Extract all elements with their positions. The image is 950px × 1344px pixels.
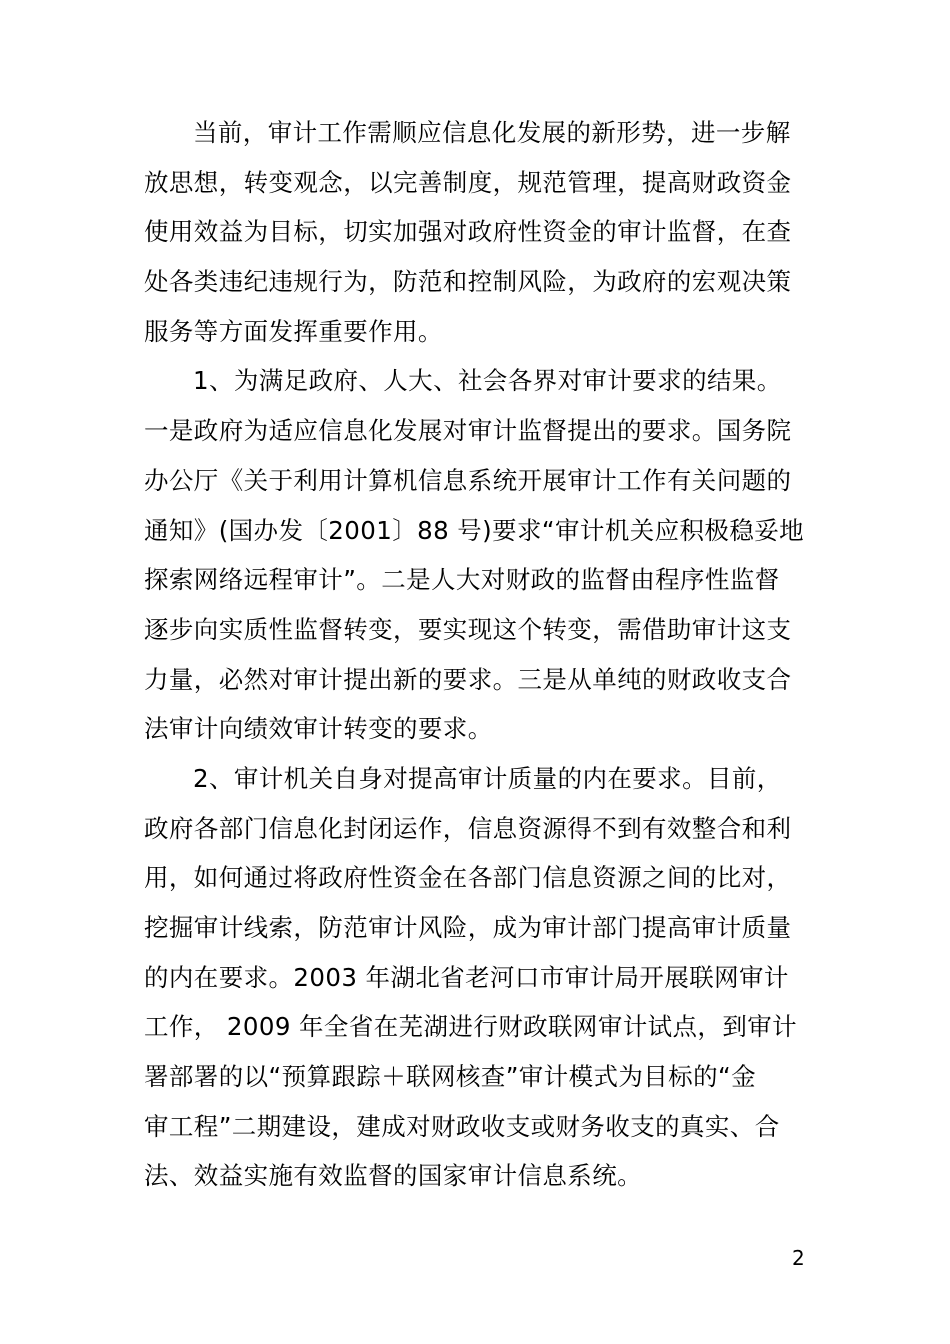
text-line: 工作， 2009 年全省在芜湖进行财政联网审计试点，到审计: [144, 1012, 798, 1042]
paragraph-point-2: [144, 754, 820, 1201]
text-line: 法、效益实施有效监督的国家审计信息系统。: [144, 1161, 642, 1191]
text-line: 办公厅《关于利用计算机信息系统开展审计工作有关问题的: [144, 465, 792, 495]
text-line: 挖掘审计线索，防范审计风险，成为审计部门提高审计质量: [144, 913, 792, 942]
text-line: 政府各部门信息化封闭运作，信息资源得不到有效整合和利: [144, 813, 792, 843]
paragraph-intro: [144, 108, 820, 356]
text-line: 处各类违纪违规行为，防范和控制风险，为政府的宏观决策: [144, 267, 792, 297]
text-line: 署部署的以“预算跟踪＋联网核查”审计模式为目标的“金: [144, 1062, 756, 1092]
text-line: 使用效益为目标，切实加强对政府性资金的审计监督，在查: [144, 217, 792, 247]
text-line: 一是政府为适应信息化发展对审计监督提出的要求。国务院: [144, 416, 792, 446]
text-line: 法审计向绩效审计转变的要求。: [144, 714, 493, 744]
text-line: 的内在要求。2003 年湖北省老河口市审计局开展联网审计: [144, 962, 789, 992]
page-number: 2: [792, 1246, 805, 1270]
document-body: [144, 108, 820, 1201]
text-line: 1、为满足政府、人大、社会各界对审计要求的结果。: [193, 366, 782, 396]
text-line: 2、审计机关自身对提高审计质量的内在要求。目前，: [193, 763, 782, 793]
text-line: 探索网络远程审计”。二是人大对财政的监督由程序性监督: [144, 565, 780, 595]
text-line: 当前，审计工作需顺应信息化发展的新形势，进一步解: [193, 118, 791, 147]
text-line: 力量，必然对审计提出新的要求。三是从单纯的财政收支合: [144, 664, 792, 694]
text-line: 放思想，转变观念，以完善制度，规范管理，提高财政资金: [144, 167, 792, 197]
text-line: 逐步向实质性监督转变，要实现这个转变，需借助审计这支: [144, 614, 792, 644]
text-line: 审工程”二期建设，建成对财政收支或财务收支的真实、合: [144, 1111, 780, 1141]
text-line: 服务等方面发挥重要作用。: [144, 316, 443, 346]
text-line: 通知》(国办发〔2001〕88 号)要求“审计机关应积极稳妥地: [144, 515, 805, 545]
paragraph-point-1: [144, 356, 820, 754]
text-line: 用，如何通过将政府性资金在各部门信息资源之间的比对，: [144, 863, 792, 893]
